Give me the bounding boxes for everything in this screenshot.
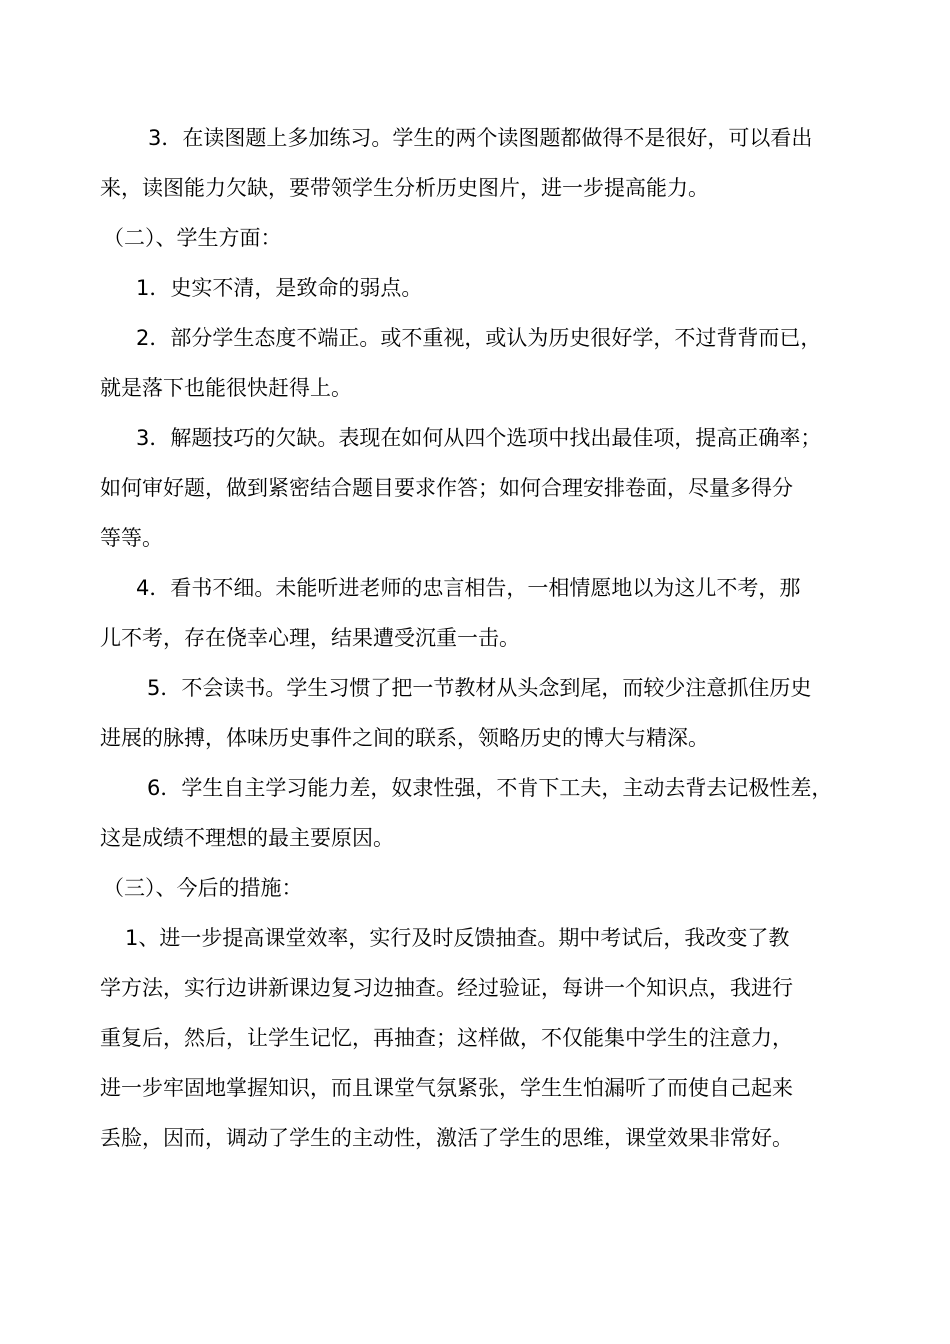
text-line: 3．在读图题上多加练习。学生的两个读图题都做得不是很好，可以看出 [148,126,813,150]
section-heading: （二）、学生方面： [103,226,282,250]
text-line: 6．学生自主学习能力差，奴隶性强，不肯下工夫，主动去背去记极性差， [147,776,833,800]
text-line: 丢脸，因而，调动了学生的主动性，激活了学生的思维，课堂效果非常好。 [100,1126,793,1150]
section-heading: （三）、今后的措施： [103,876,303,900]
text-line: 重复后，然后，让学生记忆，再抽查；这样做，不仅能集中学生的注意力， [100,1026,793,1050]
text-line: 进一步牢固地掌握知识，而且课堂气氛紧张，学生生怕漏听了而使自己起来 [100,1076,793,1100]
text-line: 来，读图能力欠缺，要带领学生分析历史图片，进一步提高能力。 [100,176,709,200]
text-line: 进展的脉搏，体味历史事件之间的联系，领略历史的博大与精深。 [100,726,709,750]
text-line: 2．部分学生态度不端正。或不重视，或认为历史很好学，不过背背而已， [136,326,822,350]
text-line: 等等。 [100,526,163,550]
text-line: 1、进一步提高课堂效率，实行及时反馈抽查。期中考试后，我改变了教 [125,926,790,950]
text-line: 就是落下也能很快赶得上。 [100,376,352,400]
text-line: 学方法，实行边讲新课边复习边抽查。经过验证，每讲一个知识点，我进行 [100,976,793,1000]
text-line: 1．史实不清，是致命的弱点。 [136,276,423,300]
text-line: 儿不考，存在侥幸心理，结果遭受沉重一击。 [100,626,520,650]
text-line: 4．看书不细。未能听进老师的忠言相告，一相情愿地以为这儿不考，那 [136,576,801,600]
text-line: 3．解题技巧的欠缺。表现在如何从四个选项中找出最佳项，提高正确率； [136,426,822,450]
text-line: 5．不会读书。学生习惯了把一节教材从头念到尾，而较少注意抓住历史 [147,676,812,700]
text-line: 这是成绩不理想的最主要原因。 [100,826,394,850]
text-line: 如何审好题，做到紧密结合题目要求作答；如何合理安排卷面，尽量多得分 [100,476,793,500]
